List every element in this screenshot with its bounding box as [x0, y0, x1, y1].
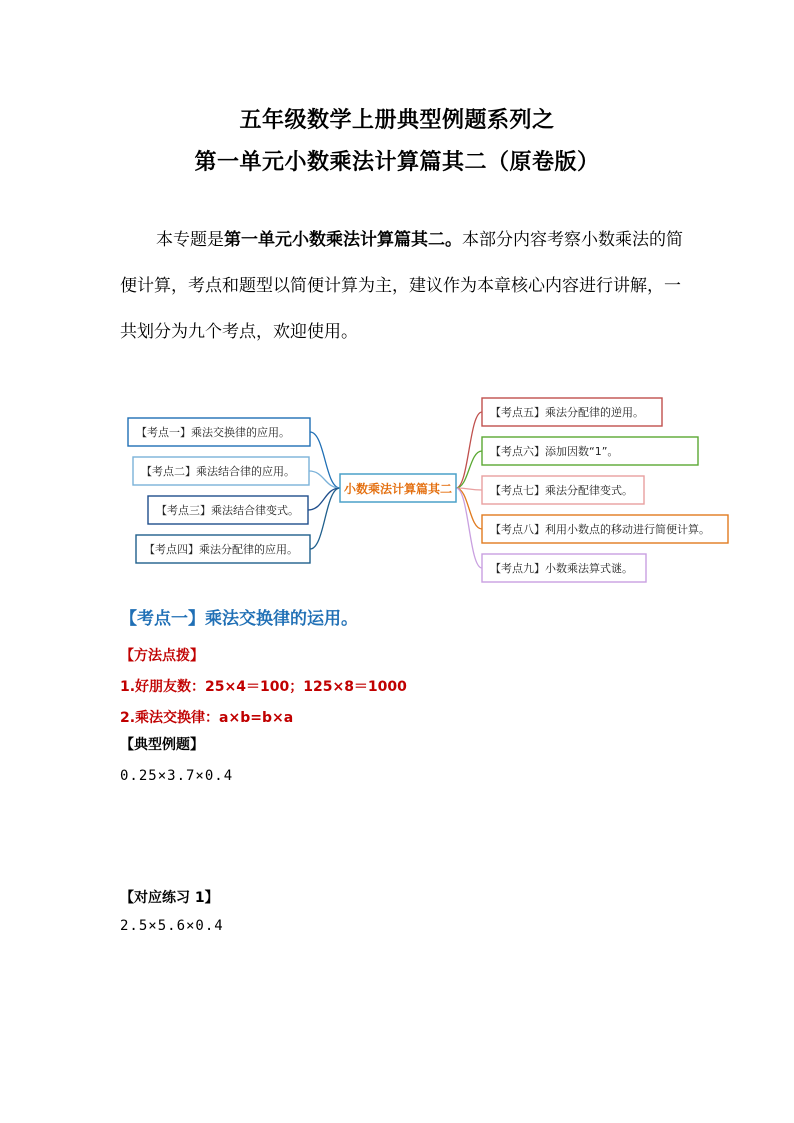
section-heading: 【考点一】乘法交换律的运用。 — [120, 609, 358, 629]
title-line-1: 五年级数学上册典型例题系列之 — [239, 108, 555, 133]
right-node-label-3: 【考点七】乘法分配律变式。 — [490, 484, 633, 497]
left-node-1 — [128, 418, 310, 446]
right-node-label-4: 【考点八】利用小数点的移动进行简便计算。 — [490, 523, 710, 536]
intro-lead: 本专题是 — [156, 230, 224, 250]
practice-question: 2.5×5.6×0.4 — [120, 918, 224, 934]
intro-paragraph — [120, 217, 690, 355]
right-node-2 — [482, 437, 698, 465]
left-node-label-1: 【考点一】乘法交换律的应用。 — [136, 426, 290, 439]
title-line-2: 第一单元小数乘法计算篇其二（原卷版） — [194, 150, 600, 175]
right-node-label-2: 【考点六】添加因数“1”。 — [490, 445, 619, 458]
right-node-1 — [482, 398, 662, 426]
right-link-2 — [456, 451, 482, 488]
right-node-3 — [482, 476, 644, 504]
mindmap-diagram — [0, 380, 794, 585]
left-node-3 — [148, 496, 308, 524]
left-node-4 — [136, 535, 310, 563]
example-heading: 【典型例题】 — [120, 737, 204, 753]
intro-bold: 第一单元小数乘法计算篇其二。 — [224, 230, 462, 250]
intro-rest: 本部分内容考察小数乘法的简便计算，考点和题型以简便计算为主，建议作为本章核心内容进行讲解，一共划分为九个考点，欢迎使用。 — [120, 230, 683, 342]
mindmap-center-label: 小数乘法计算篇其二 — [343, 482, 453, 496]
left-node-label-2: 【考点二】乘法结合律的应用。 — [141, 465, 295, 478]
mindmap-center-node — [340, 474, 456, 502]
method-point-2: 2.乘法交换律：a×b=b×a — [120, 710, 294, 726]
practice-heading: 【对应练习 1】 — [120, 890, 219, 906]
method-heading: 【方法点拨】 — [120, 648, 204, 664]
method-point-1: 1.好朋友数：25×4＝100；125×8＝1000 — [120, 679, 407, 695]
right-node-5 — [482, 554, 646, 582]
left-node-label-4: 【考点四】乘法分配律的应用。 — [144, 543, 298, 556]
right-node-label-5: 【考点九】小数乘法算式谜。 — [490, 562, 633, 575]
example-question: 0.25×3.7×0.4 — [120, 768, 234, 784]
right-link-1 — [456, 412, 482, 488]
left-node-label-3: 【考点三】乘法结合律变式。 — [156, 504, 299, 517]
right-link-4 — [456, 488, 482, 529]
right-node-4 — [482, 515, 728, 543]
left-node-2 — [133, 457, 309, 485]
right-node-label-1: 【考点五】乘法分配律的逆用。 — [490, 406, 644, 419]
